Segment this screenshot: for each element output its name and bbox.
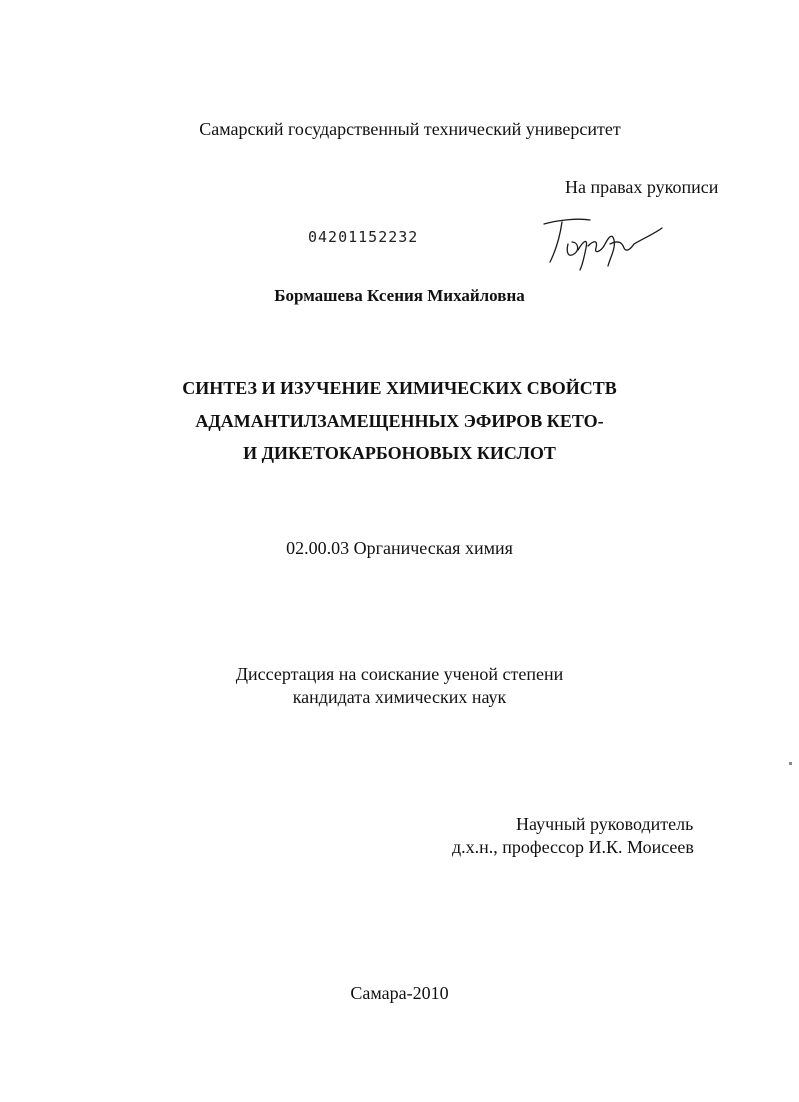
thesis-title-line-1: СИНТЕЗ И ИЗУЧЕНИЕ ХИМИЧЕСКИХ СВОЙСТВ [182, 378, 617, 398]
registration-code: 04201152232 [308, 228, 419, 246]
thesis-title-line-3: И ДИКЕТОКАРБОНОВЫХ КИСЛОТ [243, 443, 556, 463]
dissertation-degree-line-2: кандидата химических наук [292, 687, 507, 707]
city-year: Самара-2010 [350, 983, 449, 1003]
dissertation-degree-line-1: Диссертация на соискание ученой степени [235, 664, 564, 684]
university-name: Самарский государственный технический университет [199, 119, 621, 139]
thesis-title-line-2: АДАМАНТИЛЗАМЕЩЕННЫХ ЭФИРОВ КЕТО- [195, 411, 604, 431]
handwritten-signature [538, 210, 668, 272]
supervisor-role: Научный руководитель [516, 814, 694, 834]
specialty: 02.00.03 Органическая химия [286, 538, 513, 558]
author-name: Бормашева Ксения Михайловна [274, 286, 525, 305]
scan-speck [789, 762, 792, 765]
supervisor-name: д.х.н., профессор И.К. Моисеев [452, 837, 694, 857]
rights-note: На правах рукописи [565, 177, 719, 197]
